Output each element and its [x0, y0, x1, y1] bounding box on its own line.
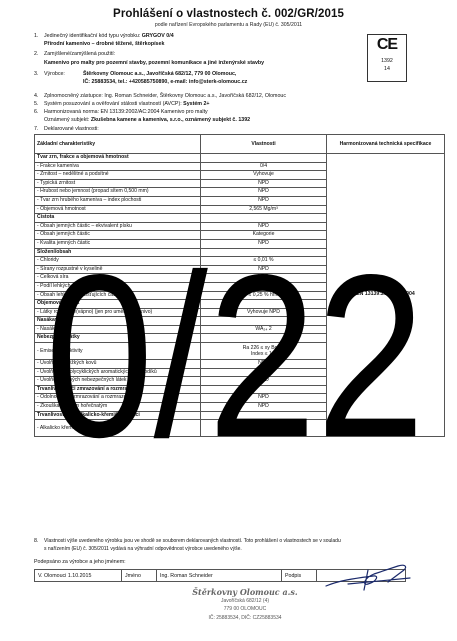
- performance-cell: NPD: [201, 196, 327, 205]
- characteristic-cell: - Tvar zrn hrubého kameniva – index plochosti: [35, 196, 201, 205]
- item-3-label: Výrobce:: [44, 71, 65, 77]
- characteristic-cell: - Zrnitost – nedělitné a podsítné: [35, 171, 201, 180]
- performance-cell: Vyhovuje: [201, 282, 327, 291]
- item-8-number: 8.: [34, 538, 39, 544]
- header-specification: Harmonizovaná technická specifikace: [327, 135, 445, 154]
- page-subtitle: podle nařízení Evropského parlamentu a Rady (EU) č. 305/2011: [154, 22, 303, 28]
- characteristic-cell: Složení/obsah: [35, 248, 201, 257]
- performance-cell: Kategorie: [201, 231, 327, 240]
- signature-table: [34, 569, 406, 582]
- performance-cell: NPD: [201, 188, 327, 197]
- signed-for-label: Podepsáno za výrobce a jeho jménem:: [34, 559, 126, 565]
- characteristic-cell: - Uvolňování polycyklických aromatických uhlovodíků: [35, 368, 201, 377]
- page-title: Prohlášení o vlastnostech č. 002/GR/2015: [113, 8, 344, 20]
- signature-label: Podpis: [282, 570, 317, 582]
- performance-cell: ≤ 0,01 %: [201, 257, 327, 266]
- characteristic-cell: - Hrubost nebo jemnost (propad sítem 0,500 mm): [35, 188, 201, 197]
- performance-cell: NPD: [201, 179, 327, 188]
- performance-line-1: rozpínavost < 0,10 % NPD: [233, 421, 294, 428]
- performance-line-2: D = , S = reaktivita NPD: [236, 428, 291, 435]
- item-5-number: 5.: [34, 101, 39, 107]
- characteristic-cell: - Chloridy: [35, 257, 201, 266]
- performance-cell: NPD: [201, 377, 327, 386]
- item-4-label: Zplnomocněný zástupce: Ing. Roman Schneider, Štěrkovny Olomouc a.s., Javoříčská 682/12, Olomouc: [44, 93, 287, 99]
- item-7-label: Deklarované vlastnosti:: [44, 126, 99, 132]
- properties-table-header: [35, 135, 445, 154]
- item-5-label: Systém posuzování a ověřování stálosti vlastností (AVCP): Systém 2+: [44, 101, 210, 107]
- stamp-line-3: IČ: 25883534, DIČ: CZ25883534: [208, 614, 282, 621]
- item-6-label: Harmonizovaná norma: EN 13139:2002/AC:2004 Kamenivo pro malty: [44, 109, 208, 115]
- signatory-name: Ing. Roman Schneider: [157, 570, 282, 582]
- characteristic-cell: - Obsah lehkých znečišťujících částic: [35, 291, 201, 300]
- item-7-number: 7.: [34, 126, 39, 132]
- stamp-line-2: 779 00 OLOMOUC: [223, 606, 267, 612]
- header-characteristics: Základní charakteristiky: [35, 135, 201, 154]
- item-1-value-2: Přírodní kamenivo – drobné těžené, štěrkopísek: [44, 41, 165, 47]
- item-5-value: Systém 2+: [183, 101, 210, 107]
- fraction-overlay: [40, 218, 430, 468]
- performance-cell: WA₂₄ 2: [201, 325, 327, 334]
- characteristic-cell: - Sírany rozpustné v kyselině: [35, 265, 201, 274]
- ce-mark-logo: CE: [376, 36, 398, 53]
- characteristic-cell: - Látky rozpínavé(vápno) (jen pro umělé kamenivo): [35, 308, 201, 317]
- conformity-text-2: s nařízením (EU) č. 305/2011 vydává na výhradní odpovědnost výrobce uvedeného výše.: [44, 546, 242, 552]
- item-2-label: Zamýšlené/zamýšlená použití:: [44, 51, 116, 57]
- item-2-value: Kamenivo pro malty pro pozemní stavby, pozemní komunikace a jiné inženýrské stavby: [44, 60, 265, 66]
- stamp-mark: (4): [262, 597, 270, 604]
- item-3-value-2: IČ: 25883534, tel.: +420585750890, e-mail: info@sterk-olomouc.cz: [83, 79, 248, 85]
- signature-field: [317, 570, 406, 582]
- characteristic-cell: - Odolnost proti zmrazování a rozmrazování: [35, 394, 201, 403]
- item-1-value: GRYGOV 0/4: [141, 33, 174, 39]
- characteristic-cell: Tvar zrn, frakce a objemová hmotnost: [35, 154, 201, 163]
- item-2-number: 2.: [34, 51, 39, 57]
- performance-line-1: Ra 226 ≤ xy Bq/kg: [242, 344, 285, 351]
- performance-cell: NPD: [201, 360, 327, 369]
- performance-cell: NPD: [201, 394, 327, 403]
- characteristic-cell: - Alkalicko křemičitá reakce: [35, 420, 201, 437]
- item-6-number: 6.: [34, 109, 39, 115]
- name-label: Jméno: [122, 570, 157, 582]
- ce-year: 14: [384, 66, 390, 72]
- characteristic-cell: Trvanlivost vůči zmrazování a rozmrazování: [35, 385, 201, 394]
- characteristic-cell: Objemová stálost: [35, 300, 201, 309]
- ce-marking-box: [367, 34, 407, 82]
- characteristic-cell: - Emise radioaktivity: [35, 343, 201, 360]
- characteristic-cell: - Typická zrnitost: [35, 179, 201, 188]
- characteristic-cell: - Obsah jemných částic: [35, 231, 201, 240]
- place-date: V. Olomouci 1.10.2015: [35, 570, 122, 582]
- item-1-label: Jedinečný identifikační kód typu výrobku: GRYGOV 0/4: [44, 33, 174, 39]
- characteristic-cell: - Celková síra: [35, 274, 201, 283]
- characteristic-cell: - Frakce kameniva: [35, 162, 201, 171]
- notified-body-value: Zkušebna kamene a kameniva, s.r.o., oznámený subjekt č. 1392: [90, 117, 251, 123]
- handwritten-signature: [318, 556, 418, 596]
- table-section-row: [35, 154, 445, 163]
- characteristic-cell: - Nasákavost: [35, 325, 201, 334]
- conformity-text-1: Vlastnosti výše uvedeného výrobku jsou ve shodě se souborem deklarovaných vlastností. Toto prohlášení o vlastnostech se v souladu: [44, 538, 341, 544]
- performance-cell: NPD: [201, 403, 327, 412]
- performance-cell: NPD: [201, 265, 327, 274]
- header-performance: Vlastnosti: [201, 135, 327, 154]
- characteristic-cell: Nebezpečné látky: [35, 334, 201, 343]
- stamp-line-1: Javoříčská 682/12 (4): [220, 597, 270, 604]
- characteristic-cell: Čistota: [35, 214, 201, 223]
- notified-body-line: Oznámený subjekt: Zkušebna kamene a kameniva, s.r.o., oznámený subjekt č. 1392: [44, 117, 251, 123]
- performance-cell: ≤ 0,25 % hm.: [201, 291, 327, 300]
- characteristic-cell: - Obsah jemných částic – ekvivalent písku: [35, 222, 201, 231]
- performance-cell: [201, 154, 327, 163]
- characteristic-cell: Trvanlivost proti alkalicko-křemičité reakci: [35, 411, 201, 420]
- characteristic-cell: - Uvolňování těžkých kovů: [35, 360, 201, 369]
- characteristic-cell: Nasákavost: [35, 317, 201, 326]
- characteristic-cell: - Zkouška síranem hořečnatým: [35, 403, 201, 412]
- performance-line-2: Index ≤ 1,0: [250, 351, 277, 358]
- item-4-number: 4.: [34, 93, 39, 99]
- company-stamp: [170, 588, 320, 622]
- characteristic-cell: - Podíl lehkých přítomnost humusu: [35, 282, 201, 291]
- performance-cell: Vyhovuje NPD: [201, 308, 327, 317]
- characteristic-cell: - Uvolňování jiných nebezpečných látek: [35, 377, 201, 386]
- performance-cell: Vyhovuje: [201, 171, 327, 180]
- stamp-firm: Štěrkovny Olomouc a.s.: [192, 587, 298, 597]
- characteristic-cell: - Kvalita jemných částic: [35, 239, 201, 248]
- performance-cell: NPD: [201, 239, 327, 248]
- characteristic-cell: - Objemová hmotnost: [35, 205, 201, 214]
- harmonized-spec-cell: EN 13139:2002/AC:2004: [327, 154, 445, 437]
- performance-cell: NPD: [201, 274, 327, 283]
- performance-cell: NPD: [201, 222, 327, 231]
- item-3-number: 3.: [34, 71, 39, 77]
- performance-cell: 2,565 Mg/m³: [201, 205, 327, 214]
- ce-notified-body-number: 1392: [381, 58, 393, 64]
- item-1-number: 1.: [34, 33, 39, 39]
- fraction-overlay-text: 0/22: [45, 227, 425, 468]
- performance-cell: NPD: [201, 368, 327, 377]
- item-3-value: Štěrkovny Olomouc a.s., Javoříčská 682/12, 779 00 Olomouc,: [83, 71, 237, 77]
- performance-cell: 0/4: [201, 162, 327, 171]
